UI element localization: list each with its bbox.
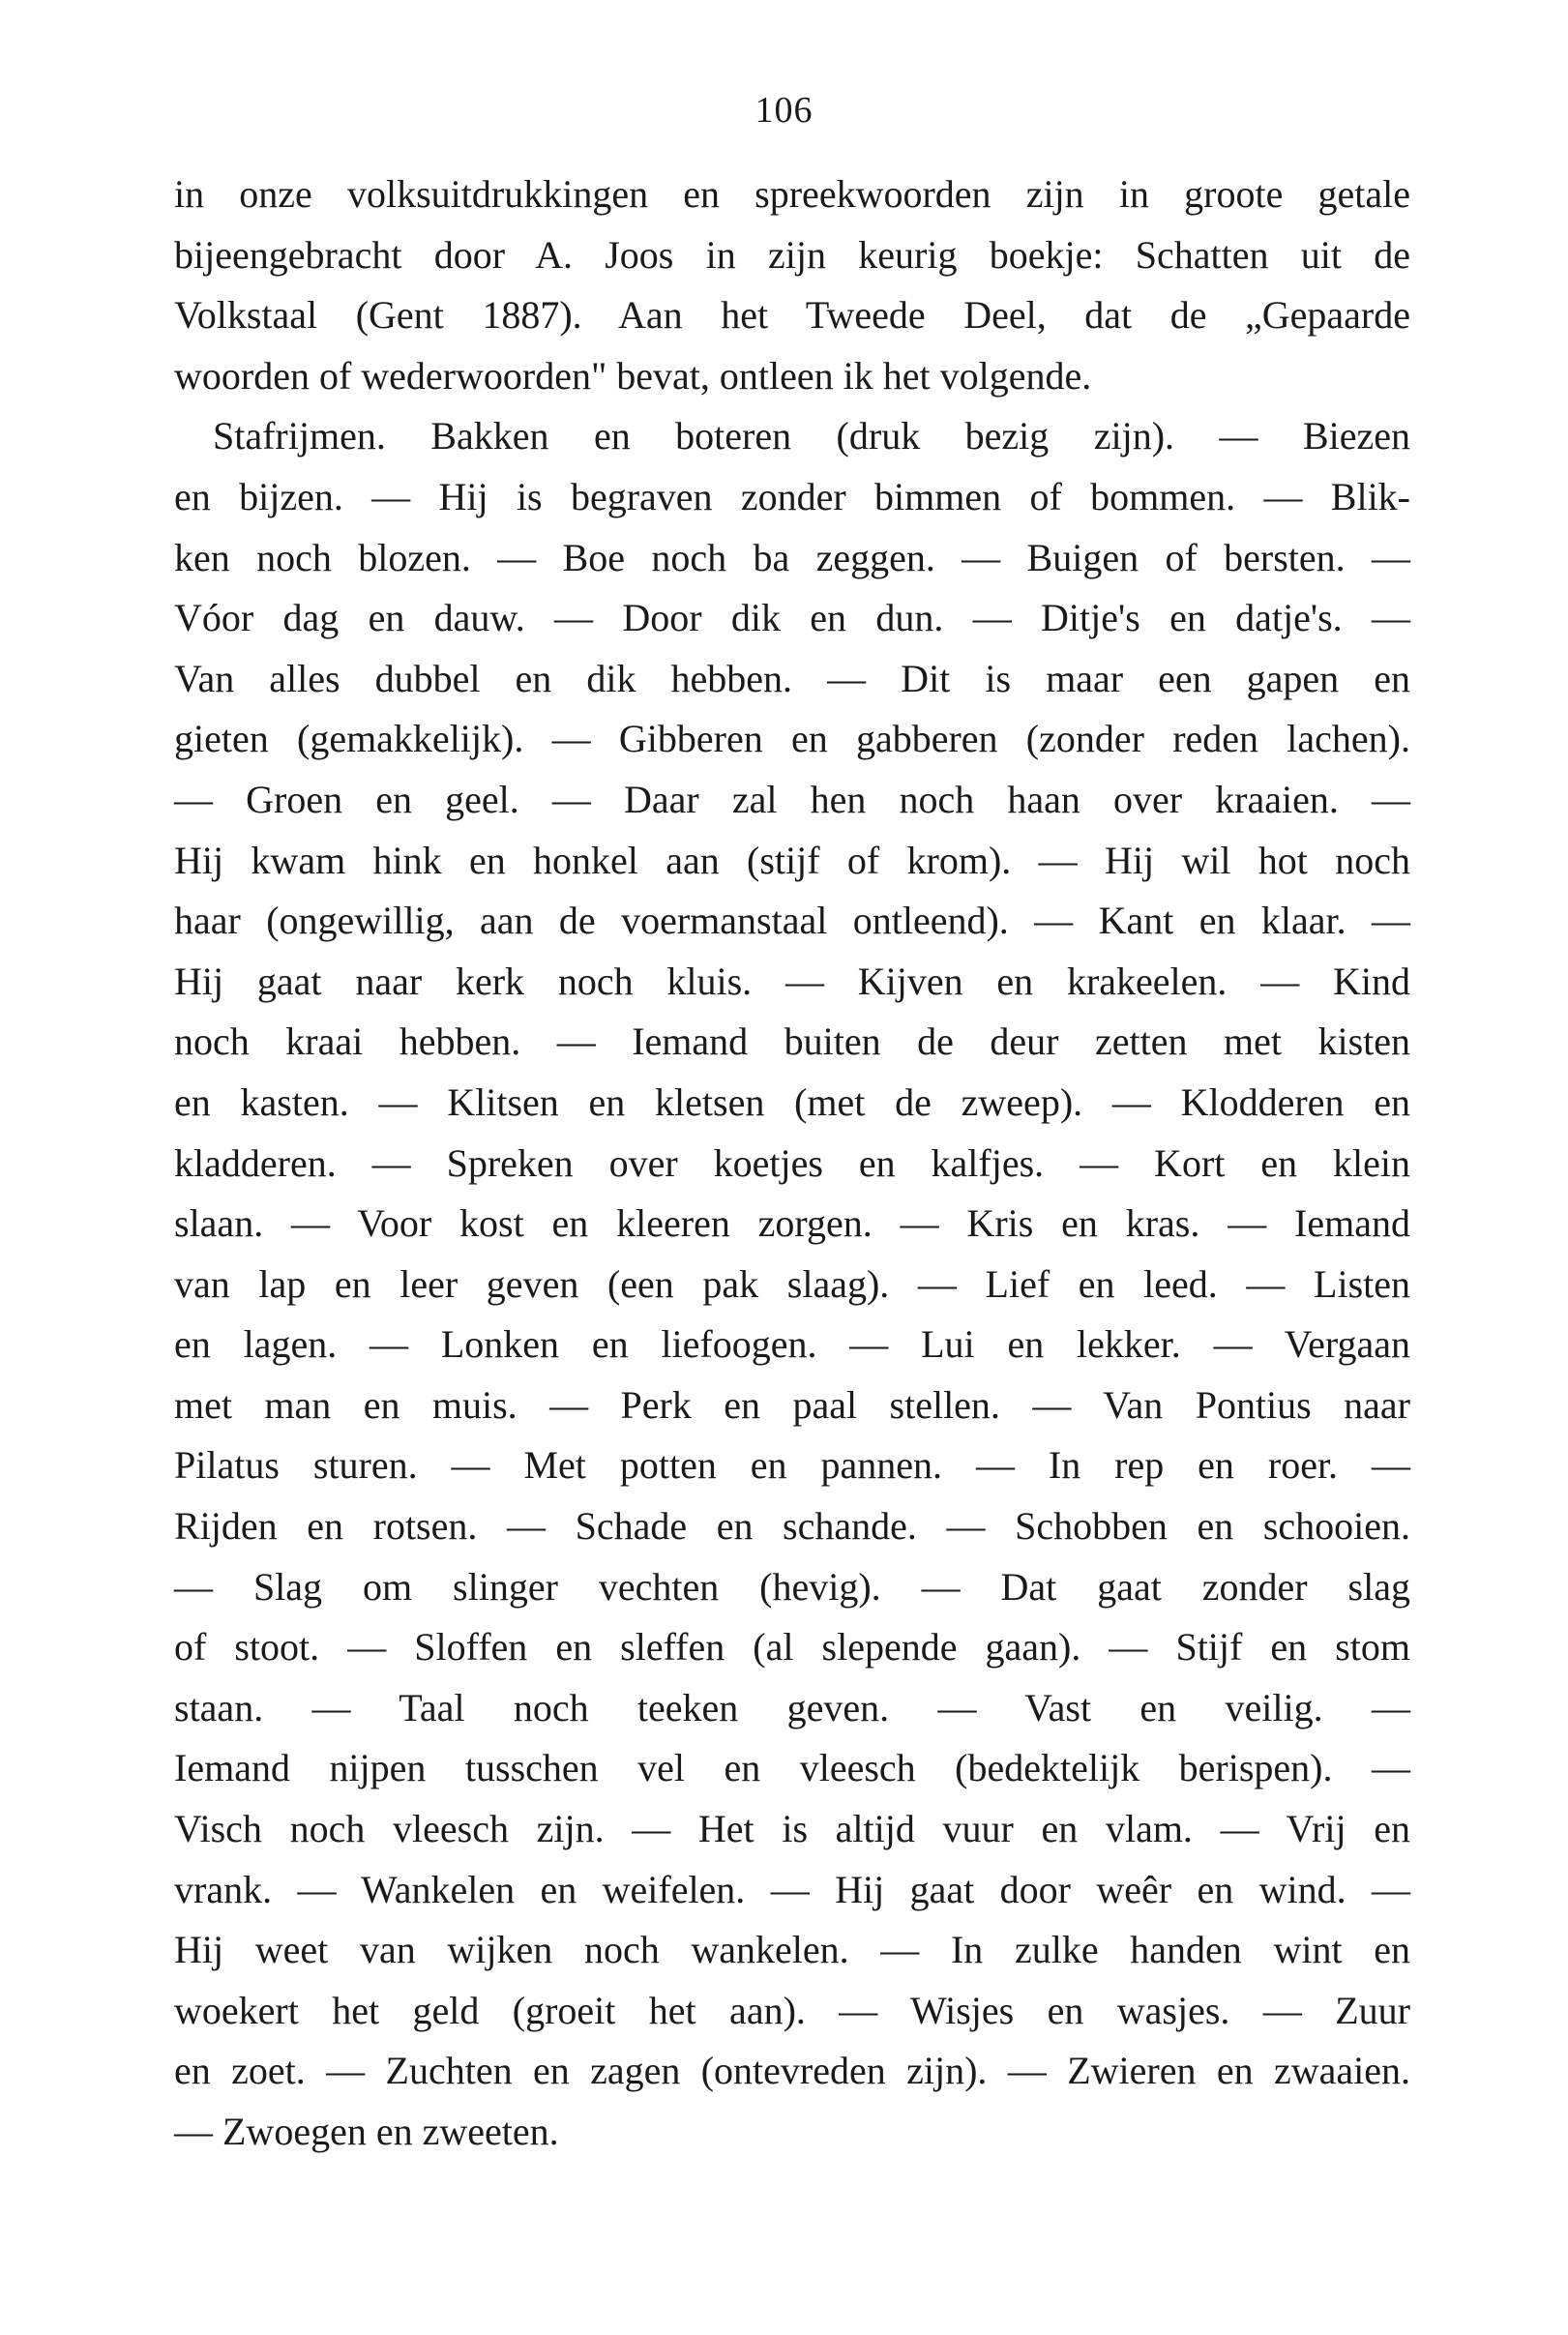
text-line: met man en muis. — Perk en paal stellen. — Van Pontius naar (174, 1382, 1410, 1427)
text-line: in onze volksuitdrukkingen en spreekwoorden zijn in groote getale (174, 172, 1410, 216)
text-line: Hij weet van wijken noch wankelen. — In zulke handen wint en (174, 1928, 1410, 1972)
text-line: Van alles dubbel en dik hebben. — Dit is maar een gapen en (174, 656, 1410, 700)
text-line: staan. — Taal noch teeken geven. — Vast en veilig. — (174, 1685, 1410, 1729)
text-line: ken noch blozen. — Boe noch ba zeggen. — Buigen of bersten. — (174, 535, 1410, 579)
text-line: Vóor dag en dauw. — Door dik en dun. — Ditje's en datje's. — (174, 596, 1410, 640)
text-line: woekert het geld (groeit het aan). — Wisjes en wasjes. — Zuur (174, 1988, 1410, 2032)
text-line: bijeengebracht door A. Joos in zijn keurig boekje: Schatten uit de (174, 232, 1410, 277)
text-line-section-start: Stafrijmen. Bakken en boteren (druk bezig zijn). — Biezen (213, 414, 1410, 458)
text-line: noch kraai hebben. — Iemand buiten de deur zetten met kisten (174, 1020, 1410, 1064)
text-line: van lap en leer geven (een pak slaag). — Lief en leed. — Listen (174, 1261, 1410, 1306)
text-line: — Slag om slinger vechten (hevig). — Dat gaat zonder slag (174, 1564, 1410, 1609)
text-line: — Groen en geel. — Daar zal hen noch haan over kraaien. — (174, 777, 1410, 821)
text-line: Iemand nijpen tusschen vel en vleesch (bedektelijk berispen). — (174, 1746, 1410, 1790)
text-line: en bijzen. — Hij is begraven zonder bimmen of bommen. — Blik- (174, 474, 1410, 518)
text-line: en zoet. — Zuchten en zagen (ontevreden zijn). — Zwieren en zwaaien. (174, 2049, 1410, 2093)
body-text (174, 164, 1410, 2163)
text-line: gieten (gemakkelijk). — Gibberen en gabberen (zonder reden lachen). (174, 717, 1410, 761)
text-line: Hij gaat naar kerk noch kluis. — Kijven en krakeelen. — Kind (174, 959, 1410, 1003)
text-line: Rijden en rotsen. — Schade en schande. — Schobben en schooien. (174, 1504, 1410, 1549)
text-line: vrank. — Wankelen en weifelen. — Hij gaat door weêr en wind. — (174, 1867, 1410, 1911)
page-number: 106 (754, 90, 814, 131)
text-line: Visch noch vleesch zijn. — Het is altijd vuur en vlam. — Vrij en (174, 1807, 1410, 1851)
text-line: of stoot. — Sloffen en sleffen (al slepende gaan). — Stijf en stom (174, 1625, 1410, 1670)
text-line: Hij kwam hink en honkel aan (stijf of krom). — Hij wil hot noch (174, 838, 1410, 882)
text-line: woorden of wederwoorden" bevat, ontleen ik het volgende. (174, 353, 1092, 398)
text-line: slaan. — Voor kost en kleeren zorgen. — Kris en kras. — Iemand (174, 1201, 1410, 1246)
text-line: haar (ongewillig, aan de voermanstaal ontleend). — Kant en klaar. — (174, 899, 1410, 943)
text-line: Volkstaal (Gent 1887). Aan het Tweede Deel, dat de „Gepaarde (174, 293, 1410, 338)
text-line-final: — Zwoegen en zweeten. (174, 2110, 559, 2153)
text-line: en lagen. — Lonken en liefoogen. — Lui en lekker. — Vergaan (174, 1322, 1410, 1367)
text-line: Pilatus sturen. — Met potten en pannen. — In rep en roer. — (174, 1443, 1410, 1488)
text-line: kladderen. — Spreken over koetjes en kalfjes. — Kort en klein (174, 1140, 1410, 1185)
text-line: en kasten. — Klitsen en kletsen (met de zweep). — Klodderen en (174, 1079, 1410, 1124)
